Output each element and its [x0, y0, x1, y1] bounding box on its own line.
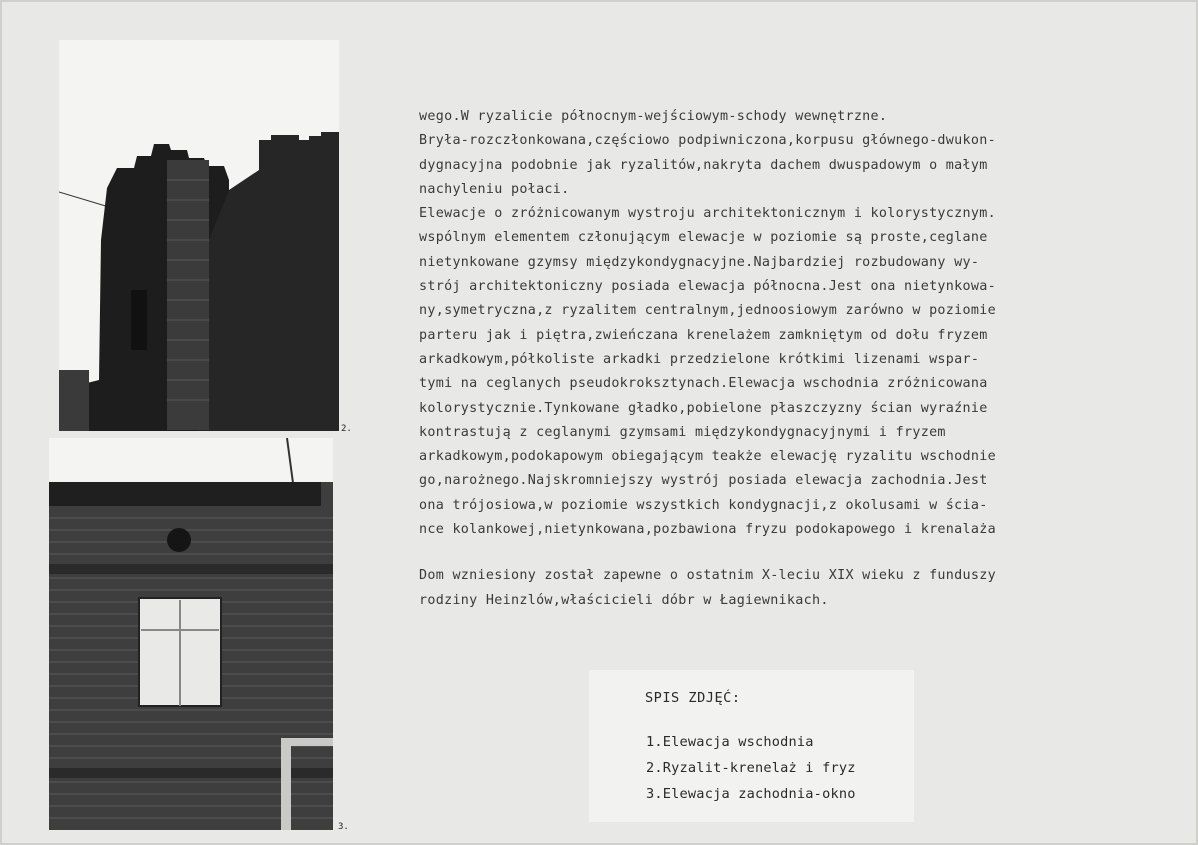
photo-list-title: SPIS ZDJĘĆ:	[645, 690, 741, 706]
text-line: strój architektoniczny posiada elewacja północna.Jest ona nietynkowa-	[419, 279, 996, 295]
text-line: ona trójosiowa,w poziomie wszystkich kondygnacji,z okolusami w ścia-	[419, 497, 988, 513]
photo-list-item: 1.Elewacja wschodnia	[646, 734, 814, 750]
text-line: rodziny Heinzlów,właścicieli dóbr w Łagiewnikach.	[419, 592, 829, 608]
text-line: wspólnym elementem członującym elewacje w poziomie są proste,ceglane	[419, 230, 988, 246]
text-line: go,narożnego.Najskromniejszy wystrój posiada elewacja zachodnia.Jest	[419, 473, 988, 489]
text-line: nietynkowane gzymsy międzykondygnacyjne.Najbardziej rozbudowany wy-	[419, 254, 980, 270]
text-line: Bryła-rozczłonkowana,częściowo podpiwniczona,korpusu głównego-dwukon-	[419, 133, 996, 149]
text-line: wego.W ryzalicie północnym-wejściowym-schody wewnętrzne.	[419, 109, 888, 124]
text-line: arkadkowym,półkoliste arkadki przedzielone krótkimi lizenami wspar-	[419, 351, 980, 367]
text-line: kontrastują z ceglanymi gzymsami międzykondygnacyjnymi i fryzem	[419, 424, 946, 440]
text-line: kolorystycznie.Tynkowane gładko,pobielone płaszczyzny ścian wyraźnie	[419, 400, 988, 416]
text-line: arkadkowym,podokapowym obiegającym teakże elewację ryzalitu wschodnie	[419, 449, 996, 465]
text-line: nce kolankowej,nietynkowana,pozbawiona fryzu podokapowego i krenalaża	[419, 522, 996, 538]
text-line: tymi na ceglanych pseudokroksztynach.Elewacja wschodnia zróżnicowana	[419, 376, 988, 392]
photo-list-item: 2.Ryzalit-krenelaż i fryz	[646, 760, 856, 776]
photo-number-3: 3.	[338, 822, 349, 832]
photo-list-item: 3.Elewacja zachodnia-okno	[646, 786, 856, 802]
description-text	[419, 105, 1139, 613]
photo-number-2: 2.	[341, 424, 352, 434]
text-line: dygnacyjna podobnie jak ryzalitów,nakryta dachem dwuspadowym o małym	[419, 157, 988, 173]
photo-crenellated-tower	[59, 40, 339, 431]
text-line: Elewacje o zróżnicowanym wystroju architektonicznym i kolorystycznym.	[419, 206, 996, 222]
text-line: Dom wzniesiony został zapewne o ostatnim X-leciu XIX wieku z funduszy	[419, 568, 996, 584]
photo-brick-wall-window	[49, 438, 333, 830]
text-line: ny,symetryczna,z ryzalitem centralnym,jednoosiowym zarówno w poziomie	[419, 303, 996, 319]
photo-list-box	[589, 670, 914, 822]
text-line: nachyleniu połaci.	[419, 181, 570, 197]
text-line: parteru jak i piętra,zwieńczana krenelażem zamkniętym od dołu fryzem	[419, 327, 988, 343]
